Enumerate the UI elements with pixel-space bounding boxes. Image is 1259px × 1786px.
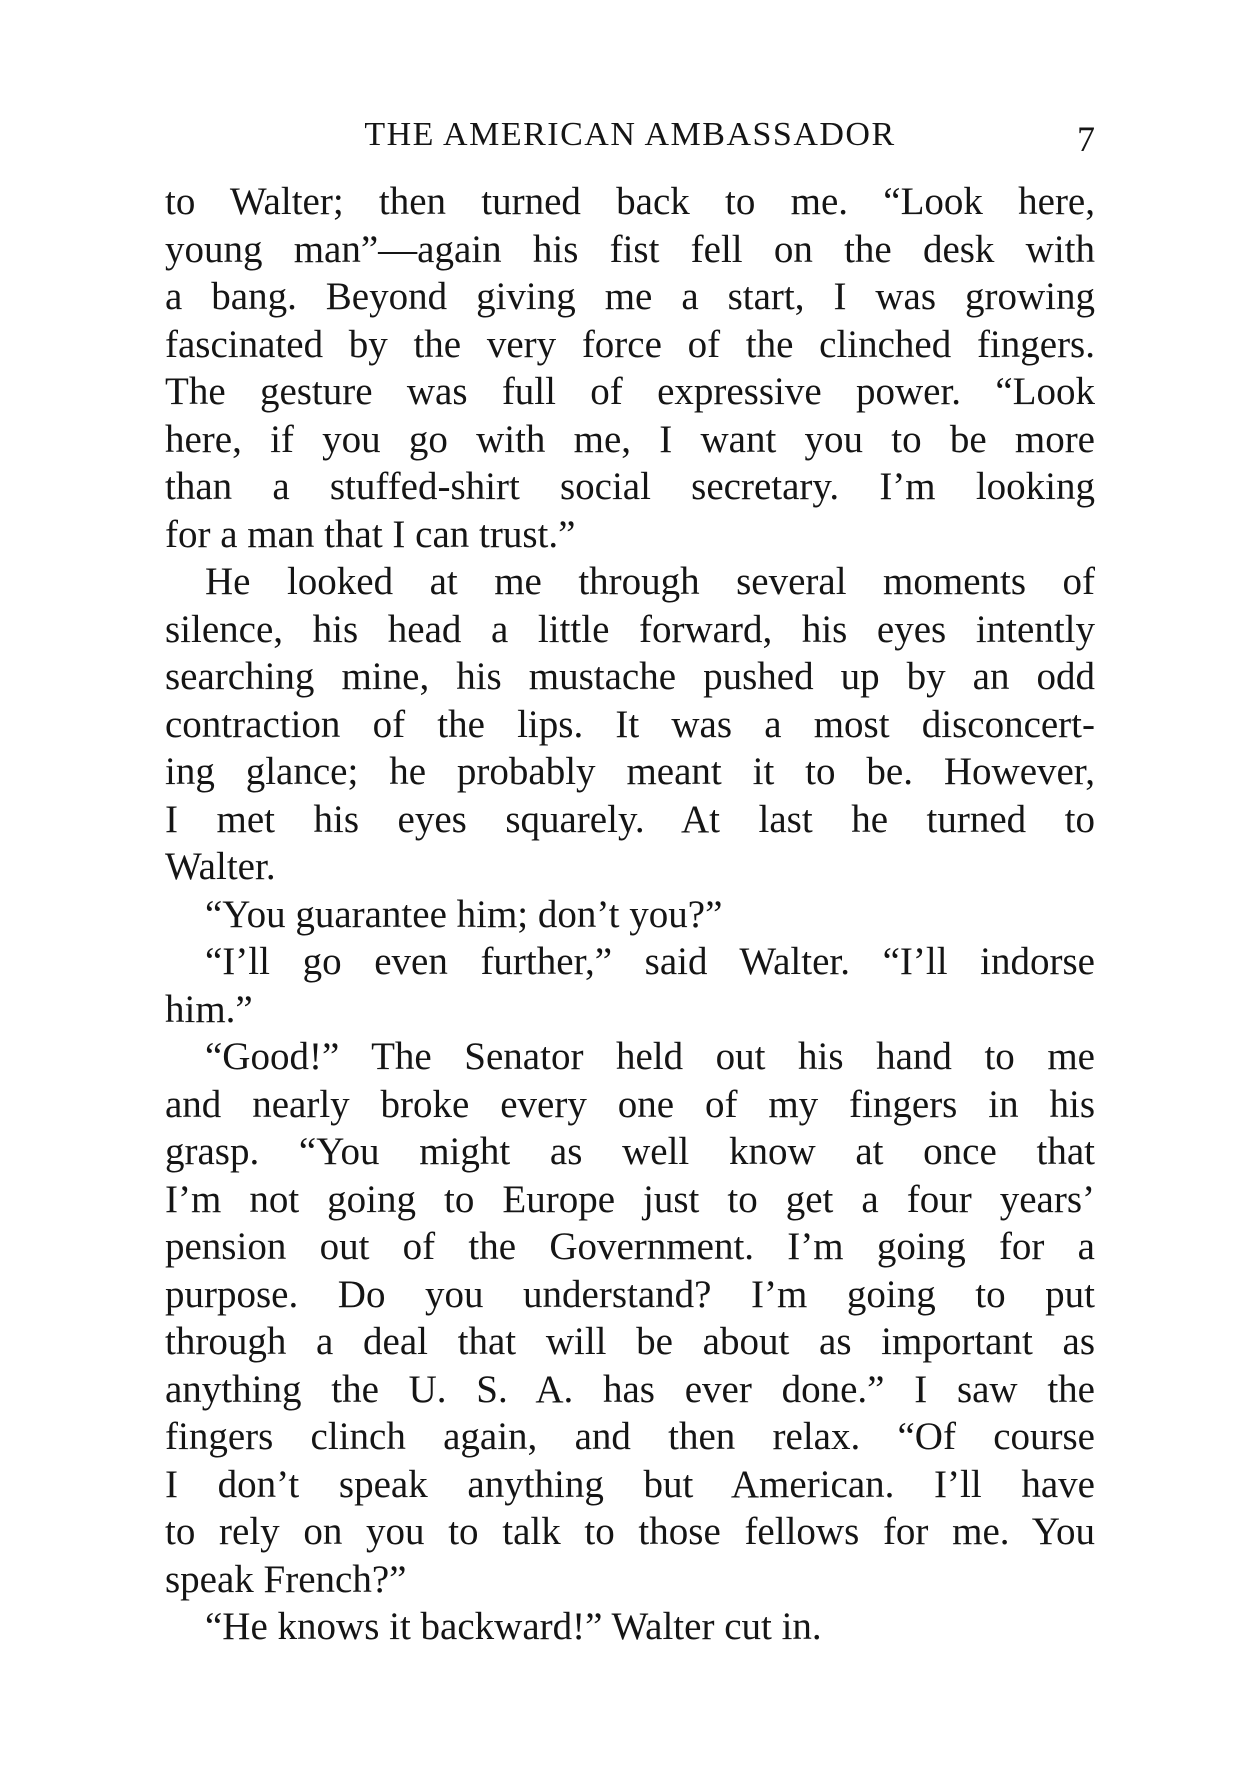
- text-line: “He knows it backward!” Walter cut in.: [205, 1605, 822, 1648]
- text-line: fingers clinch again, and then relax. “Of course: [165, 1415, 1095, 1458]
- text-line: grasp. “You might as well know at once that: [165, 1130, 1095, 1173]
- running-title: THE AMERICAN AMBASSADOR: [364, 116, 896, 153]
- text-line: searching mine, his mustache pushed up by an odd: [165, 655, 1095, 698]
- text-line: through a deal that will be about as important as: [165, 1320, 1095, 1363]
- text-line: young man”—again his fist fell on the desk with: [165, 227, 1095, 271]
- text-line: I’m not going to Europe just to get a four years’: [165, 1177, 1095, 1221]
- text-line: a bang. Beyond giving me a start, I was growing: [165, 275, 1095, 318]
- text-line: silence, his head a little forward, his eyes intently: [165, 607, 1095, 651]
- text-line: “Good!” The Senator held out his hand to me: [205, 1035, 1095, 1078]
- text-line: purpose. Do you understand? I’m going to put: [165, 1272, 1095, 1316]
- text-line: “You guarantee him; don’t you?”: [205, 892, 723, 936]
- text-line: The gesture was full of expressive power. “Look: [165, 370, 1095, 413]
- text-line: for a man that I can trust.”: [165, 512, 576, 556]
- text-line: pension out of the Government. I’m going for a: [165, 1225, 1095, 1268]
- running-head: [165, 110, 1095, 160]
- text-line: to rely on you to talk to those fellows for me. You: [165, 1510, 1095, 1553]
- page-number: 7: [1077, 119, 1095, 159]
- text-line: speak French?”: [165, 1557, 407, 1601]
- text-line: anything the U. S. A. has ever done.” I saw the: [165, 1367, 1095, 1411]
- text-line: him.”: [165, 987, 253, 1031]
- text-line: contraction of the lips. It was a most disconcert-: [165, 702, 1095, 746]
- text-line: “I’ll go even further,” said Walter. “I’ll indorse: [205, 940, 1095, 983]
- text-line: to Walter; then turned back to me. “Look here,: [165, 180, 1095, 223]
- text-line: and nearly broke every one of my fingers in his: [165, 1082, 1095, 1126]
- text-line: He looked at me through several moments of: [205, 560, 1095, 603]
- text-line: I met his eyes squarely. At last he turned to: [165, 797, 1095, 841]
- text-line: ing glance; he probably meant it to be. However,: [165, 750, 1095, 793]
- body-text: [165, 178, 1095, 1651]
- text-line: than a stuffed-shirt social secretary. I’m looking: [165, 465, 1095, 508]
- text-line: here, if you go with me, I want you to be more: [165, 417, 1095, 461]
- text-line: I don’t speak anything but American. I’ll have: [165, 1462, 1095, 1506]
- text-line: fascinated by the very force of the clinched fingers.: [165, 322, 1095, 366]
- text-line: Walter.: [165, 845, 276, 888]
